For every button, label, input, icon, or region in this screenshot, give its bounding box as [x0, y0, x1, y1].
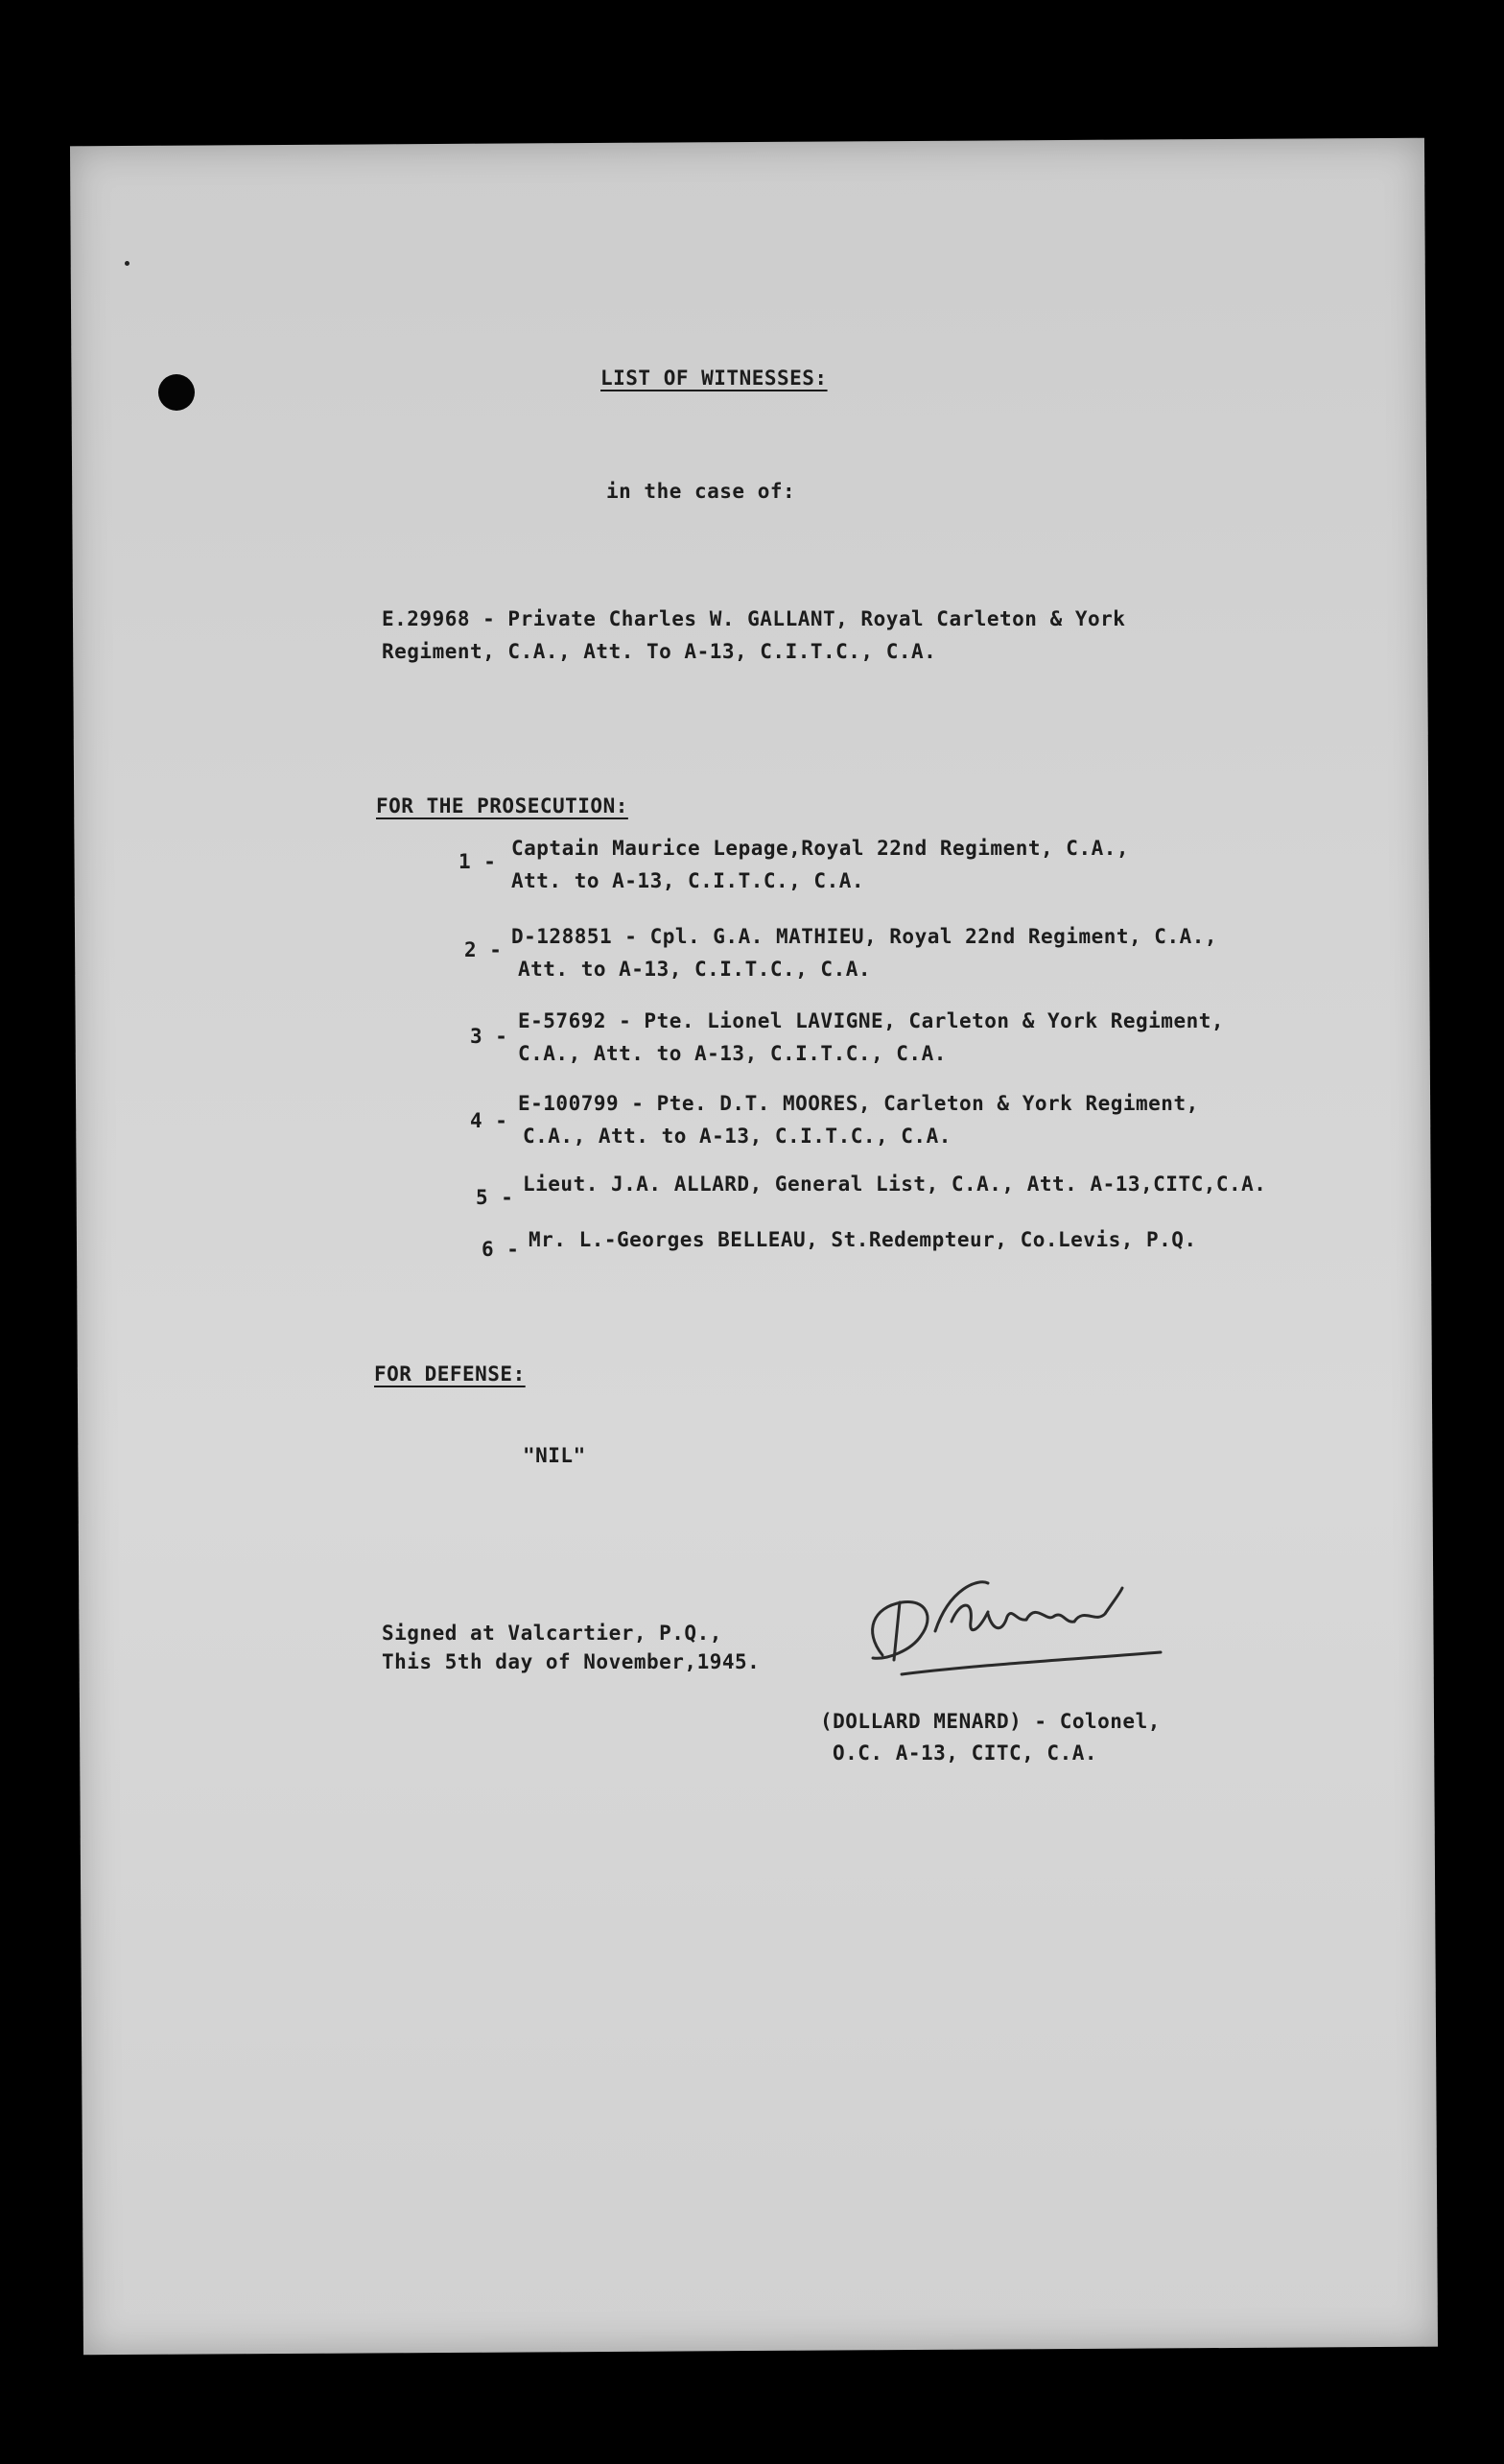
- witness-number: 3 -: [470, 1025, 508, 1048]
- signed-date: This 5th day of November,1945.: [382, 1650, 761, 1673]
- signatory-title: O.C. A-13, CITC, C.A.: [833, 1741, 1098, 1765]
- prosecution-heading: FOR THE PROSECUTION:: [376, 794, 628, 817]
- defense-heading: FOR DEFENSE:: [374, 1362, 526, 1386]
- witness-line-1: E-100799 - Pte. D.T. MOORES, Carleton & York Regiment,: [518, 1092, 1199, 1115]
- witness-line-1: D-128851 - Cpl. G.A. MATHIEU, Royal 22nd Regiment, C.A.,: [511, 925, 1218, 948]
- witness-line-1: Lieut. J.A. ALLARD, General List, C.A., Att. A-13,CITC,C.A.: [523, 1173, 1267, 1196]
- signatory-name: (DOLLARD MENARD) - Colonel,: [820, 1710, 1161, 1733]
- witness-number: 6 -: [482, 1238, 520, 1261]
- accused-line-1: E.29968 - Private Charles W. GALLANT, Royal Carleton & York: [382, 607, 1126, 630]
- handwritten-signature: [844, 1564, 1189, 1694]
- witness-line-2: Att. to A-13, C.I.T.C., C.A.: [518, 958, 872, 981]
- witness-line-1: Mr. L.-Georges BELLEAU, St.Redempteur, Co.Levis, P.Q.: [529, 1228, 1197, 1251]
- witness-number: 5 -: [476, 1186, 514, 1209]
- witness-number: 2 -: [464, 938, 503, 961]
- document-title: LIST OF WITNESSES:: [600, 367, 828, 390]
- witness-line-1: Captain Maurice Lepage,Royal 22nd Regiment, C.A.,: [511, 837, 1130, 860]
- case-intro: in the case of:: [606, 480, 796, 503]
- defense-value: "NIL": [523, 1444, 586, 1467]
- witness-number: 1 -: [458, 850, 497, 873]
- witness-line-2: C.A., Att. to A-13, C.I.T.C., C.A.: [518, 1042, 947, 1065]
- accused-line-2: Regiment, C.A., Att. To A-13, C.I.T.C., C.A.: [382, 640, 937, 663]
- witness-line-2: C.A., Att. to A-13, C.I.T.C., C.A.: [523, 1125, 952, 1148]
- witness-line-2: Att. to A-13, C.I.T.C., C.A.: [511, 869, 865, 892]
- signed-place: Signed at Valcartier, P.Q.,: [382, 1622, 722, 1645]
- witness-line-1: E-57692 - Pte. Lionel LAVIGNE, Carleton & York Regiment,: [518, 1009, 1225, 1032]
- witness-number: 4 -: [470, 1109, 508, 1132]
